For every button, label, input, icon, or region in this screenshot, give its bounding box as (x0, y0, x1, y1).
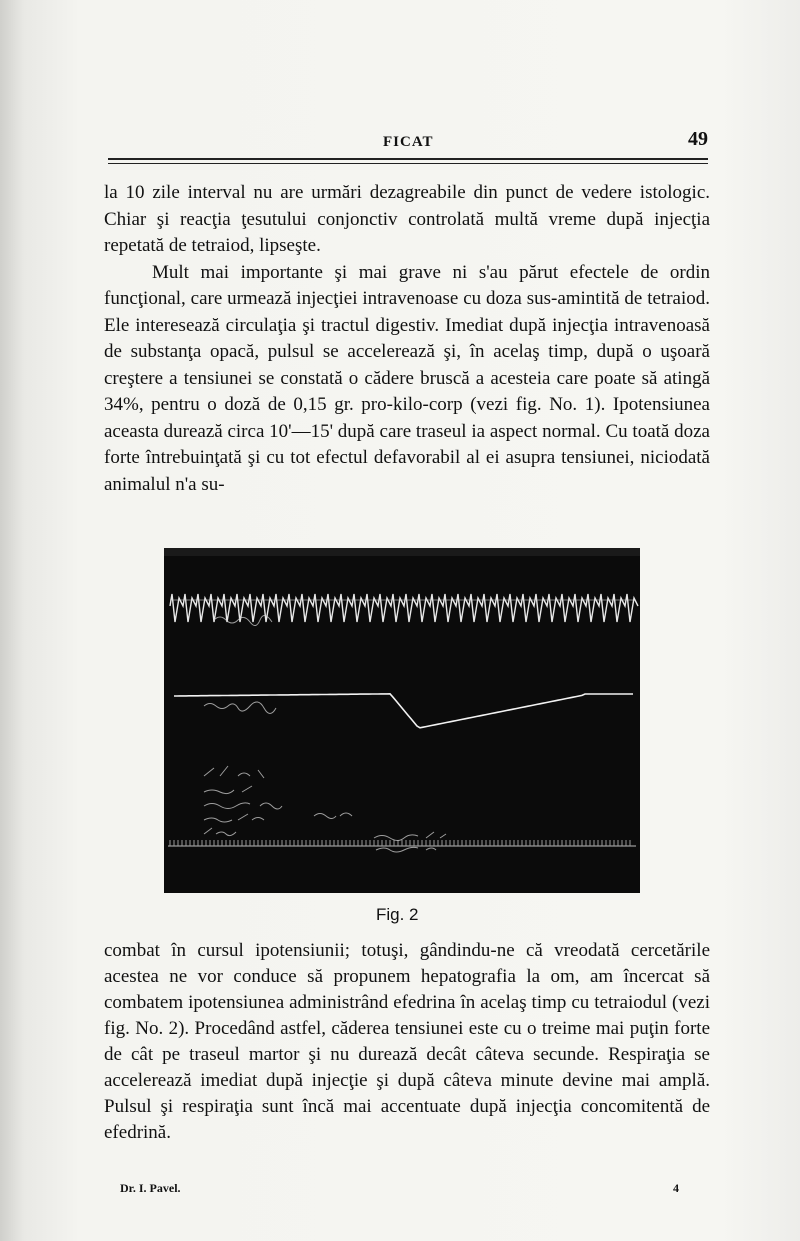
page-header (108, 128, 708, 158)
body-text-top (104, 180, 710, 498)
footer-signature-mark: 4 (673, 1181, 679, 1195)
paragraph-efedrina: combat în cursul ipotensiunii; totuşi, gândindu-ne că vreodată cercetările acestea ne vor conduce să propunem hepatografia la om, am încercat să combatem ipotensiunea administrând efedrina în acelaş timp cu tetraiodul (vezi fig. No. 2). Procedând astfel, căderea tensiunei este cu o treime mai puţin forte de cât pe traseul martor şi nu durează decât câteva secunde. Respiraţia se accelerează imediat după injecţie şi după câteva minute devine mai amplă. Pulsul şi respiraţia sunt încă mai accentuate după injecţia concomitentă de efedrină. (104, 940, 710, 1143)
paragraph-continued: la 10 zile interval nu are urmări dezagreabile din punct de vedere istologic. Chiar şi reacţia ţesutului conjonctiv controlată multă vreme după injecţia repetată de tetraiod, lipseşte. (104, 182, 710, 256)
header-rule-thin (108, 163, 708, 164)
page-number: 49 (688, 128, 708, 150)
body-text-bottom (104, 938, 710, 1146)
photo-top-edge (164, 548, 640, 556)
figure-caption: Fig. 2 (376, 905, 419, 924)
running-title: FICAT (383, 134, 434, 150)
paragraph-functional-effects: Mult mai importante şi mai grave ni s'au părut efectele de ordin funcţional, care urmează injecţiei intravenoase cu doza sus-amintită de tetraiod. Ele interesează circulaţia şi tractul digestiv. Imediat după injecţia intravenoasă de substanţa opacă, pulsul se accelerează şi, în acelaş timp, după o uşoară creştere a tensiunei se constată o cădere bruscă a acesteia care poate să atingă 34%, pentru o doză de 0,15 gr. pro-kilo-corp (vezi fig. No. 1). Ipotensiunea aceasta durează circa 10'—15' după care traseul ia aspect normal. Cu toată doza forte întrebuinţată şi cu tot efectul defavorabil al ei asupra tensiunei, niciodată animalul n'a su- (104, 261, 710, 495)
kymograph-image (164, 548, 640, 893)
figure-kymograph-tracing (164, 548, 640, 893)
footer-author: Dr. I. Pavel. (120, 1181, 181, 1195)
header-rule-thick (108, 158, 708, 160)
time-marker-line (168, 840, 636, 846)
